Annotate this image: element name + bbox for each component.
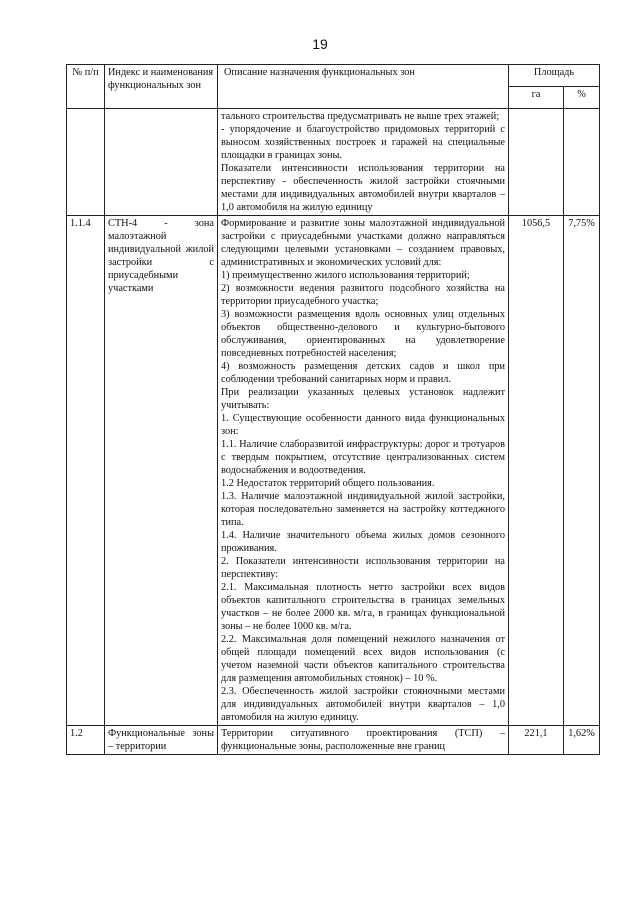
description-line: 1.1. Наличие слаборазвитой инфраструктуры: дорог и тротуаров с твердым покрытием, отсутствие централизованных систем водоснабжения и водоотведения. bbox=[221, 439, 505, 476]
description-line: - упорядочение и благоустройство придомовых территорий с выносом хозяйственных построек и гаражей на специальные площадки в границах зоны. bbox=[221, 124, 505, 161]
table-row bbox=[67, 726, 600, 755]
cell-description bbox=[218, 726, 509, 755]
description-line: 2. Показатели интенсивности использования территории на перспективу: bbox=[221, 556, 505, 580]
description-line: Показатели интенсивности использования территории на перспективу - обеспеченность жилой застройки стоячными местами для индивидуальных автомобилей внутри кварталов – 1,0 автомобиля на жилую единицу bbox=[221, 163, 505, 213]
header-description: Описание назначения функциональных зон bbox=[218, 65, 509, 109]
description-line: 2.2. Максимальная доля помещений нежилого назначения от общей площади помещений всех видов использования (с учетом наземной части объектов капитального строительства для размещения автомобильных стоянок) – 10 %. bbox=[221, 634, 505, 684]
description-line: 2) возможности ведения развитого подсобного хозяйства на территории приусадебного участка; bbox=[221, 283, 505, 307]
cell-area-pct: 1,62% bbox=[564, 726, 600, 755]
description-line: 2.3. Обеспеченность жилой застройки стояночными местами для индивидуальных автомобилей внутри кварталов – 1,0 автомобиля на жилую единицу. bbox=[221, 686, 505, 723]
description-line: 2.1. Максимальная плотность нетто застройки всех видов объектов капитального строительства в границах земельных участков – не более 2000 кв. м/га, в границах функциональной зоны – не более 1000 кв. м/га. bbox=[221, 582, 505, 632]
functional-zones-table bbox=[66, 64, 600, 755]
description-line: 1.4. Наличие значительного объема жилых домов сезонного проживания. bbox=[221, 530, 505, 554]
cell-num-empty bbox=[67, 109, 105, 216]
description-line: При реализации указанных целевых установок надлежит учитывать: bbox=[221, 387, 505, 411]
cell-index-empty bbox=[105, 109, 218, 216]
cell-index bbox=[105, 726, 218, 755]
description-line: 1.2 Недостаток территорий общего пользования. bbox=[221, 478, 435, 489]
cell-area-ha: 221,1 bbox=[509, 726, 564, 755]
table-row bbox=[67, 216, 600, 726]
description-line: 1) преимущественно жилого использования территорий; bbox=[221, 270, 470, 281]
cell-area-ha-empty bbox=[509, 109, 564, 216]
description-line: 4) возможность размещения детских садов и школ при соблюдении требований санитарных норм и правил. bbox=[221, 361, 505, 385]
header-index: Индекс и наименования функциональных зон bbox=[105, 65, 218, 109]
table-row bbox=[67, 109, 600, 216]
cell-area-ha: 1056,5 bbox=[509, 216, 564, 726]
header-area-pct: % bbox=[564, 87, 600, 109]
cell-description bbox=[218, 216, 509, 726]
cell-description-continuation bbox=[218, 109, 509, 216]
cell-num: 1.2 bbox=[67, 726, 105, 755]
description-line: 1. Существующие особенности данного вида функциональных зон: bbox=[221, 413, 505, 437]
zone-name: СТН-4 - зона малоэтажной индивидуальной жилой застройки с приусадебными участками bbox=[108, 218, 214, 294]
cell-area-pct-empty bbox=[564, 109, 600, 216]
description-line: 1.3. Наличие малоэтажной индивидуальной жилой застройки, которая последовательно заменяется на застройку коттеджного типа. bbox=[221, 491, 505, 528]
cell-area-pct: 7,75% bbox=[564, 216, 600, 726]
description-line: 3) возможности размещения вдоль основных улиц отдельных объектов общественно-делового и культурно-бытового обслуживания, ориентированных на удовлетворение повседневных потребностей населения; bbox=[221, 309, 505, 359]
cell-index bbox=[105, 216, 218, 726]
description-line: Территории ситуативного проектирования (ТСП) – функциональные зоны, расположенные вне границ bbox=[221, 728, 505, 752]
zone-name: Функциональные зоны – территории bbox=[108, 728, 214, 752]
header-num: № п/п bbox=[67, 65, 105, 109]
header-area: Площадь bbox=[509, 65, 600, 87]
description-line: Формирование и развитие зоны малоэтажной индивидуальной застройки с приусадебными участками должно направляться следующими целевыми установками – созданием правовых, административных и экономических условий для: bbox=[221, 218, 505, 268]
header-area-ha: га bbox=[509, 87, 564, 109]
cell-num: 1.1.4 bbox=[67, 216, 105, 726]
description-line: тального строительства предусматривать не выше трех этажей; bbox=[221, 111, 500, 122]
page-number: 19 bbox=[312, 36, 328, 52]
